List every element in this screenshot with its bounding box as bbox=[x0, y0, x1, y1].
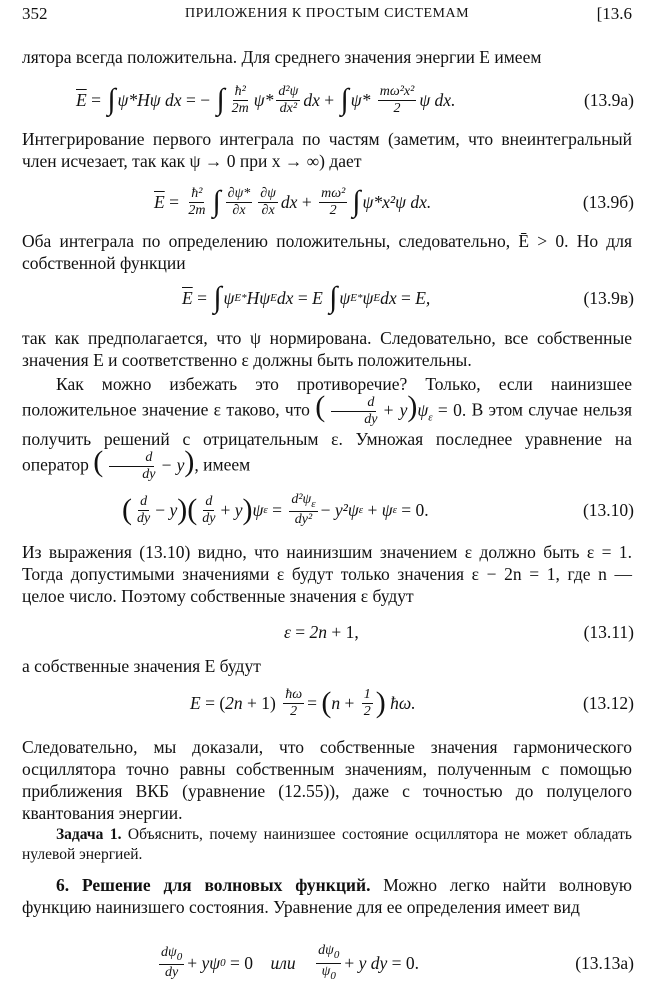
equation-13-9b bbox=[22, 179, 634, 225]
equation-number: (13.11) bbox=[583, 621, 634, 642]
or-word: или bbox=[270, 952, 296, 973]
equation-13-9a bbox=[22, 77, 634, 123]
problem-1 bbox=[22, 825, 632, 865]
section-6-paragraph bbox=[22, 874, 632, 918]
equation-body: $\frac{d\psi_0}{dy}$ + yψ 0 = 0 или $\frac{d\psi_0}{\psi_0}$ + y dy = 0. bbox=[161, 942, 419, 982]
running-head: ПРИЛОЖЕНИЯ К ПРОСТЫМ СИСТЕМАМ bbox=[184, 6, 470, 21]
equation-body: ε = 2n + 1, bbox=[284, 621, 359, 642]
equation-body: $\overline{E}$ = ∫ ψ E * Hψ E dx = E ∫ ψ E * ψ E dx = E, bbox=[182, 281, 431, 314]
equation-number: (13.9в) bbox=[583, 287, 634, 308]
paragraph-5-part-3: имеем bbox=[203, 454, 251, 475]
paragraph-1: лятора всегда положительна. Для среднего значения энергии E имеем bbox=[22, 47, 542, 67]
paragraph-2: Интегрирование первого интеграла по частям (заметим, что внеинтегральный член исчезает, так как ψ → 0 при x → ∞) дает bbox=[22, 129, 632, 171]
section-6-text: Можно легко найти волновую функцию наинизшего состояния. Уравнение для ее определения имеет вид bbox=[22, 875, 633, 917]
equation-number: (13.9б) bbox=[582, 191, 634, 212]
paragraph-4: так как предполагается, что ψ нормирована. Следовательно, все собственные значения E и соответственно ε должны быть положительны. bbox=[22, 328, 632, 370]
equation-body: $\overline{E}$ = ∫ ψ*Hψ dx = − ∫ $\frac{\text{ħ²}}{2m}$ ψ* $\frac{\text{d²ψ}}{\text{dx²}}$ dx + ∫ ψ* $\frac{\text{mω²x²}}{2}$ ψ dx. bbox=[76, 83, 456, 116]
equation-body: ( $\frac{d}{dy}$ − y )( $\frac{d}{dy}$ + y ) ψ ε = $\frac{d^2\psi_\varepsilon}{\text{dy²}}$ − y²ψ ε + ψ ε = 0. bbox=[122, 491, 429, 528]
paragraph-7: а собственные значения E будут bbox=[22, 656, 261, 676]
equation-13-9c bbox=[22, 275, 634, 321]
equation-13-11 bbox=[22, 612, 634, 652]
section-ref: [13.6 bbox=[596, 4, 632, 23]
inline-formula-2: ( $\frac{d}{dy}$ − y), bbox=[93, 444, 199, 483]
paragraph-3: Оба интеграла по определению положительны, следовательно, Ē > 0. Но для собственной функции bbox=[22, 231, 632, 273]
equation-number: (13.13а) bbox=[575, 952, 634, 973]
equation-13-13a bbox=[22, 940, 634, 986]
equation-body: $\overline{E}$ = $\frac{\text{ħ²}}{2m}$ ∫ $\frac{\partial\psi*}{\partial x}$ $\frac{\partial\psi}{\partial x}$ dx + $\frac{\text{mω²}}{2}$ ∫ ψ*x²ψ dx. bbox=[154, 185, 432, 218]
inline-formula-1: ( $\frac{d}{dy}$ + $y)\psi_\varepsilon = 0$. bbox=[315, 389, 467, 427]
section-6-title: 6. Решение для волновых функций. bbox=[56, 875, 371, 895]
paragraph-6: Из выражения (13.10) видно, что наинизшим значением ε должно быть ε = 1. Тогда допустимыми значениями ε будут только значения ε − 2n = 1, где n — целое число. Поэтому собственные значения ε будут bbox=[22, 542, 632, 606]
equation-number: (13.9а) bbox=[583, 89, 634, 110]
equation-13-10 bbox=[22, 487, 634, 533]
paragraph-5-part-1: Как можно избежать это противоречие? Только, если наинизшее положительное значение ε таково, что bbox=[22, 374, 632, 420]
equation-number: (13.12) bbox=[582, 692, 634, 713]
equation-body: E = ( 2n + 1) $\frac{ħ\omega}{2}$ = ( n + $\frac{1}{2}$ ) ħω. bbox=[190, 686, 416, 719]
paragraph-5-part-2: В этом случае нельзя получить решений с отрицательным ε. Умножая последнее уравнение на оператор bbox=[22, 399, 633, 475]
equation-number: (13.10) bbox=[582, 499, 634, 520]
problem-text: Объяснить, почему наинизшее состояние осциллятора не может обладать нулевой энергией. bbox=[22, 826, 632, 863]
paragraph-8: Следовательно, мы доказали, что собственные значения гармонического осциллятора точно равны собственным значениям, полученным с помощью приближения ВКБ (уравнение (12.55)), даже с точностью до полуцелого квантования энергии. bbox=[22, 737, 632, 823]
paragraph-5 bbox=[22, 373, 632, 483]
page-header bbox=[22, 4, 632, 30]
page-number: 352 bbox=[22, 4, 48, 23]
equation-13-12 bbox=[22, 680, 634, 726]
problem-label: Задача 1. bbox=[56, 826, 122, 843]
